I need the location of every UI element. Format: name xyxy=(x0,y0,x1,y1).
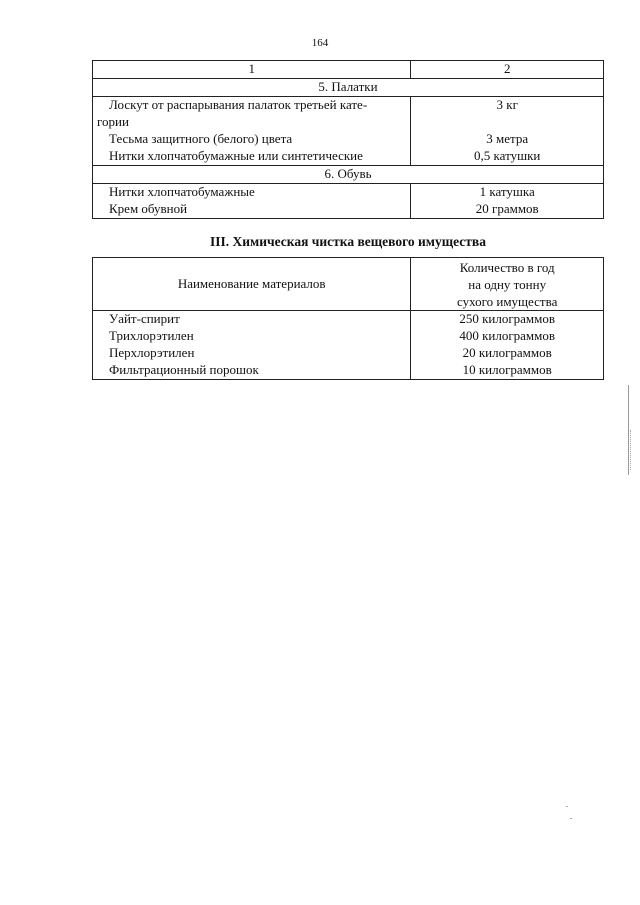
item-name: Тесьма защитного (белого) цвета xyxy=(93,131,411,148)
quantity-column-header xyxy=(411,258,604,311)
item-quantity: 20 граммов xyxy=(411,201,604,219)
item-name-continuation: гории xyxy=(93,114,411,131)
item-name: Крем обувной xyxy=(93,201,411,219)
table-header-row xyxy=(93,61,604,79)
column-number-2: 2 xyxy=(411,61,604,79)
section-row-footwear xyxy=(93,166,604,184)
material-quantity: 400 килограммов xyxy=(411,328,604,345)
section-title-tents: 5. Палатки xyxy=(93,79,604,97)
material-quantity: 250 килограммов xyxy=(411,311,604,329)
material-quantity: 20 килограммов xyxy=(411,345,604,362)
column-number-1: 1 xyxy=(93,61,411,79)
table-row xyxy=(93,328,604,345)
supplies-table xyxy=(92,60,604,219)
item-quantity: 0,5 катушки xyxy=(411,148,604,166)
item-name: Нитки хлопчатобумажные xyxy=(93,184,411,202)
quantity-header-line: сухого имущества xyxy=(457,293,558,309)
scan-edge-marks xyxy=(630,430,634,470)
material-name: Трихлорэтилен xyxy=(93,328,411,345)
section-title-footwear: 6. Обувь xyxy=(93,166,604,184)
table-row xyxy=(93,131,604,148)
material-name: Перхлорэтилен xyxy=(93,345,411,362)
table-row-continuation xyxy=(93,114,604,131)
scan-edge-line xyxy=(628,385,629,475)
table-row xyxy=(93,201,604,219)
table-row xyxy=(93,184,604,202)
page-number: 164 xyxy=(311,37,329,49)
table-row xyxy=(93,311,604,329)
quantity-header-line: на одну тонну xyxy=(468,276,547,292)
section-row-tents xyxy=(93,79,604,97)
section-heading: III. Химическая чистка вещевого имущества xyxy=(210,234,486,249)
item-quantity: 3 кг xyxy=(411,97,604,115)
table-header-row xyxy=(93,258,604,311)
material-quantity: 10 килограммов xyxy=(411,362,604,380)
dry-cleaning-table xyxy=(92,257,604,380)
item-quantity: 1 катушка xyxy=(411,184,604,202)
quantity-header-line: Количество в год xyxy=(459,259,555,275)
table-row xyxy=(93,362,604,380)
table-row xyxy=(93,97,604,115)
item-name: Нитки хлопчатобумажные или синтетические xyxy=(93,148,411,166)
item-quantity: 3 метра xyxy=(411,131,604,148)
scan-speck xyxy=(570,818,572,819)
material-name: Фильтрационный порошок xyxy=(93,362,411,380)
scan-speck xyxy=(566,806,568,807)
table-row xyxy=(93,345,604,362)
material-name: Уайт-спирит xyxy=(93,311,411,329)
materials-column-header: Наименование материалов xyxy=(93,258,411,311)
table-row xyxy=(93,148,604,166)
item-name: Лоскут от распарывания палаток третьей кате- xyxy=(93,97,411,115)
